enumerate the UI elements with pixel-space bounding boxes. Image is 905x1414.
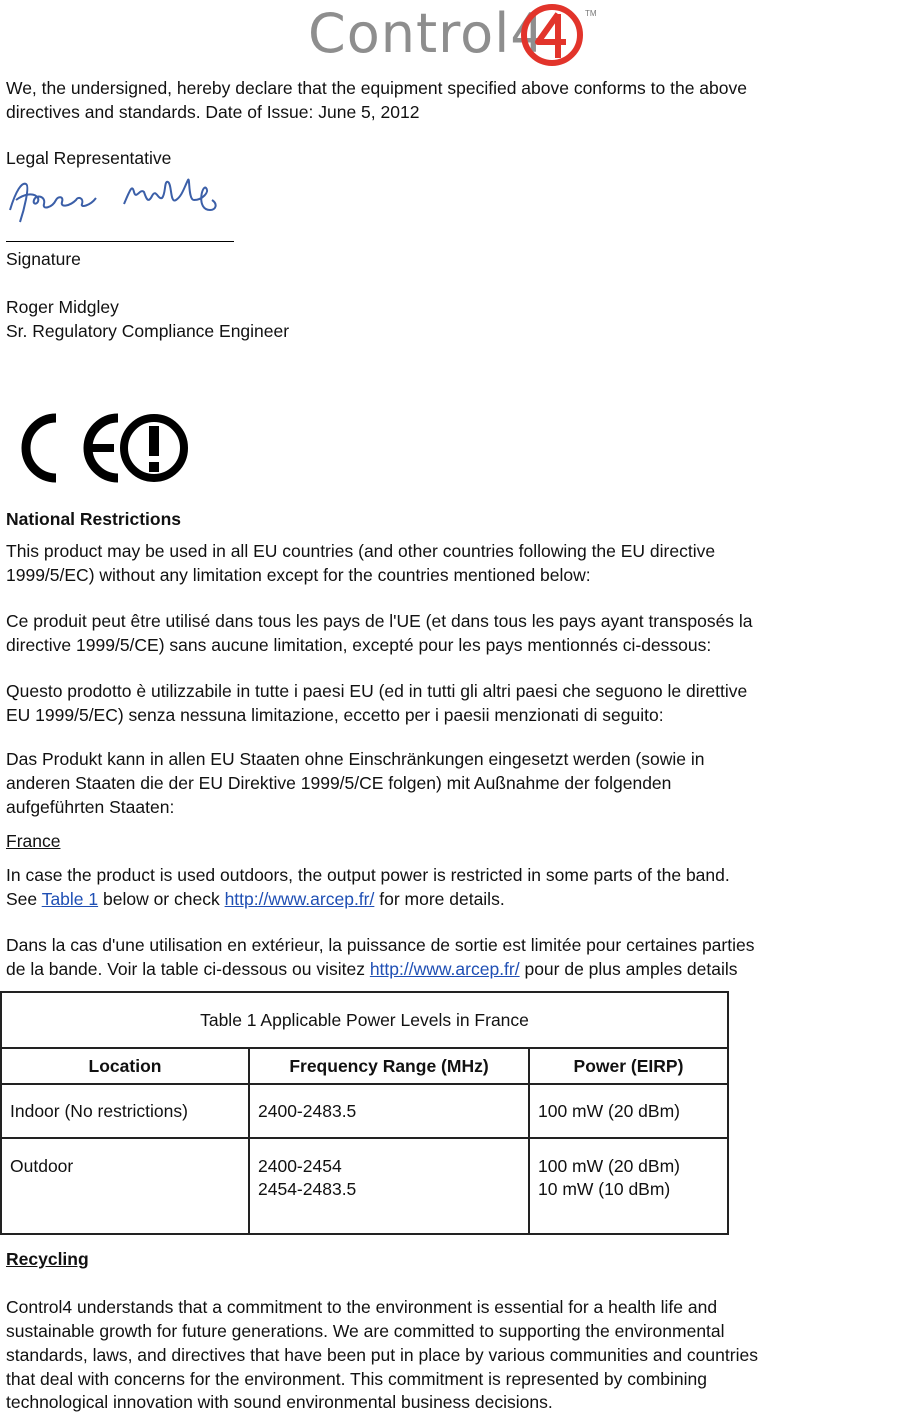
- legal-representative-label: Legal Representative: [6, 148, 172, 168]
- cell-power: 100 mW (20 dBm): [529, 1084, 728, 1138]
- handwritten-signature: [6, 170, 226, 236]
- national-it-line-1: Questo prodotto è utilizzabile in tutte i paesi EU (ed in tutti gli altri paesi che seguono le direttive: [6, 681, 748, 701]
- recycling-line-3: standards, laws, and directives that have been put in place by various communities and countries: [6, 1345, 758, 1365]
- france-en-line-1: In case the product is used outdoors, the output power is restricted in some parts of the band.: [6, 865, 730, 885]
- france-en-see: See: [6, 889, 42, 909]
- signature-label: Signature: [6, 249, 81, 269]
- header-power: Power (EIRP): [529, 1048, 728, 1084]
- recycling-line-5: technological innovation with sound environmental business decisions.: [6, 1392, 553, 1412]
- table-row: [1, 1084, 728, 1138]
- cell-location: Outdoor: [1, 1138, 249, 1234]
- national-fr-line-1: Ce produit peut être utilisé dans tous les pays de l'UE (et dans tous les pays ayant transposés la: [6, 611, 753, 631]
- national-fr-line-2: directive 1999/5/CE) sans aucune limitation, excepté pour les pays mentionnés ci-dessous:: [6, 635, 712, 655]
- recycling-line-1: Control4 understands that a commitment to the environment is essential for a health life and: [6, 1297, 718, 1317]
- control4-logo: [300, 0, 610, 70]
- signature-line: [6, 241, 234, 242]
- signatory-name: Roger Midgley: [6, 297, 119, 317]
- header-location: Location: [1, 1048, 249, 1084]
- logo-emblem-icon: [518, 2, 586, 68]
- national-it-line-2: EU 1999/5/EC) senza nessuna limitazione, eccetto per i paesii menzionati di seguito:: [6, 705, 664, 725]
- table-row: [1, 1138, 728, 1234]
- france-fr-end: pour de plus amples details: [519, 959, 738, 979]
- table-caption: Table 1 Applicable Power Levels in France: [1, 992, 728, 1048]
- cell-frequency: [249, 1138, 529, 1234]
- cell-power-line: 100 mW (20 dBm): [538, 1156, 680, 1176]
- cell-frequency-line: 2454-2483.5: [258, 1179, 357, 1199]
- cell-power-line: 10 mW (10 dBm): [538, 1179, 671, 1199]
- signatory-title: Sr. Regulatory Compliance Engineer: [6, 321, 290, 341]
- arcep-link-fr[interactable]: http://www.arcep.fr/: [369, 959, 520, 979]
- cell-location: Indoor (No restrictions): [1, 1084, 249, 1138]
- cell-frequency: 2400-2483.5: [249, 1084, 529, 1138]
- france-en-mid: below or check: [98, 889, 225, 909]
- power-levels-table: [0, 991, 729, 1235]
- cell-frequency-line: 2400-2454: [258, 1156, 342, 1176]
- logo-wordmark: Control4: [308, 2, 546, 65]
- national-de-line-2: anderen Staaten die der EU Direktive 1999/5/CE folgen) mit Außnahme der folgenden: [6, 773, 672, 793]
- france-fr-line-2: [6, 958, 738, 981]
- national-restrictions-heading: National Restrictions: [6, 509, 182, 529]
- table-header-row: [1, 1048, 728, 1084]
- declaration-line-2: directives and standards. Date of Issue: June 5, 2012: [6, 102, 420, 122]
- national-de-line-1: Das Produkt kann in allen EU Staaten ohne Einschränkungen eingesetzt werden (sowie in: [6, 749, 705, 769]
- national-en-line-2: 1999/5/EC) without any limitation except for the countries mentioned below:: [6, 565, 591, 585]
- france-fr-start: de la bande. Voir la table ci-dessous ou visitez: [6, 959, 370, 979]
- france-en-line-2: [6, 888, 505, 911]
- france-en-end: for more details.: [374, 889, 505, 909]
- ce-mark-icon: [6, 412, 192, 484]
- declaration-line-1: We, the undersigned, hereby declare that the equipment specified above conforms to the above: [6, 78, 747, 98]
- national-de-line-3: aufgeführten Staaten:: [6, 797, 175, 817]
- arcep-link[interactable]: http://www.arcep.fr/: [224, 889, 375, 909]
- header-frequency: Frequency Range (MHz): [249, 1048, 529, 1084]
- cell-power: [529, 1138, 728, 1234]
- logo-trademark: TM: [585, 9, 597, 18]
- national-en-line-1: This product may be used in all EU countries (and other countries following the EU directive: [6, 541, 716, 561]
- france-fr-line-1: Dans la cas d'une utilisation en extérieur, la puissance de sortie est limitée pour certaines parties: [6, 935, 755, 955]
- recycling-line-2: sustainable growth for future generations. We are committed to supporting the environmental: [6, 1321, 725, 1341]
- recycling-line-4: that deal with concerns for the environment. This commitment is represented by combining: [6, 1369, 707, 1389]
- recycling-heading: Recycling: [6, 1249, 89, 1269]
- france-heading: France: [6, 831, 61, 851]
- table-1-link[interactable]: Table 1: [41, 889, 99, 909]
